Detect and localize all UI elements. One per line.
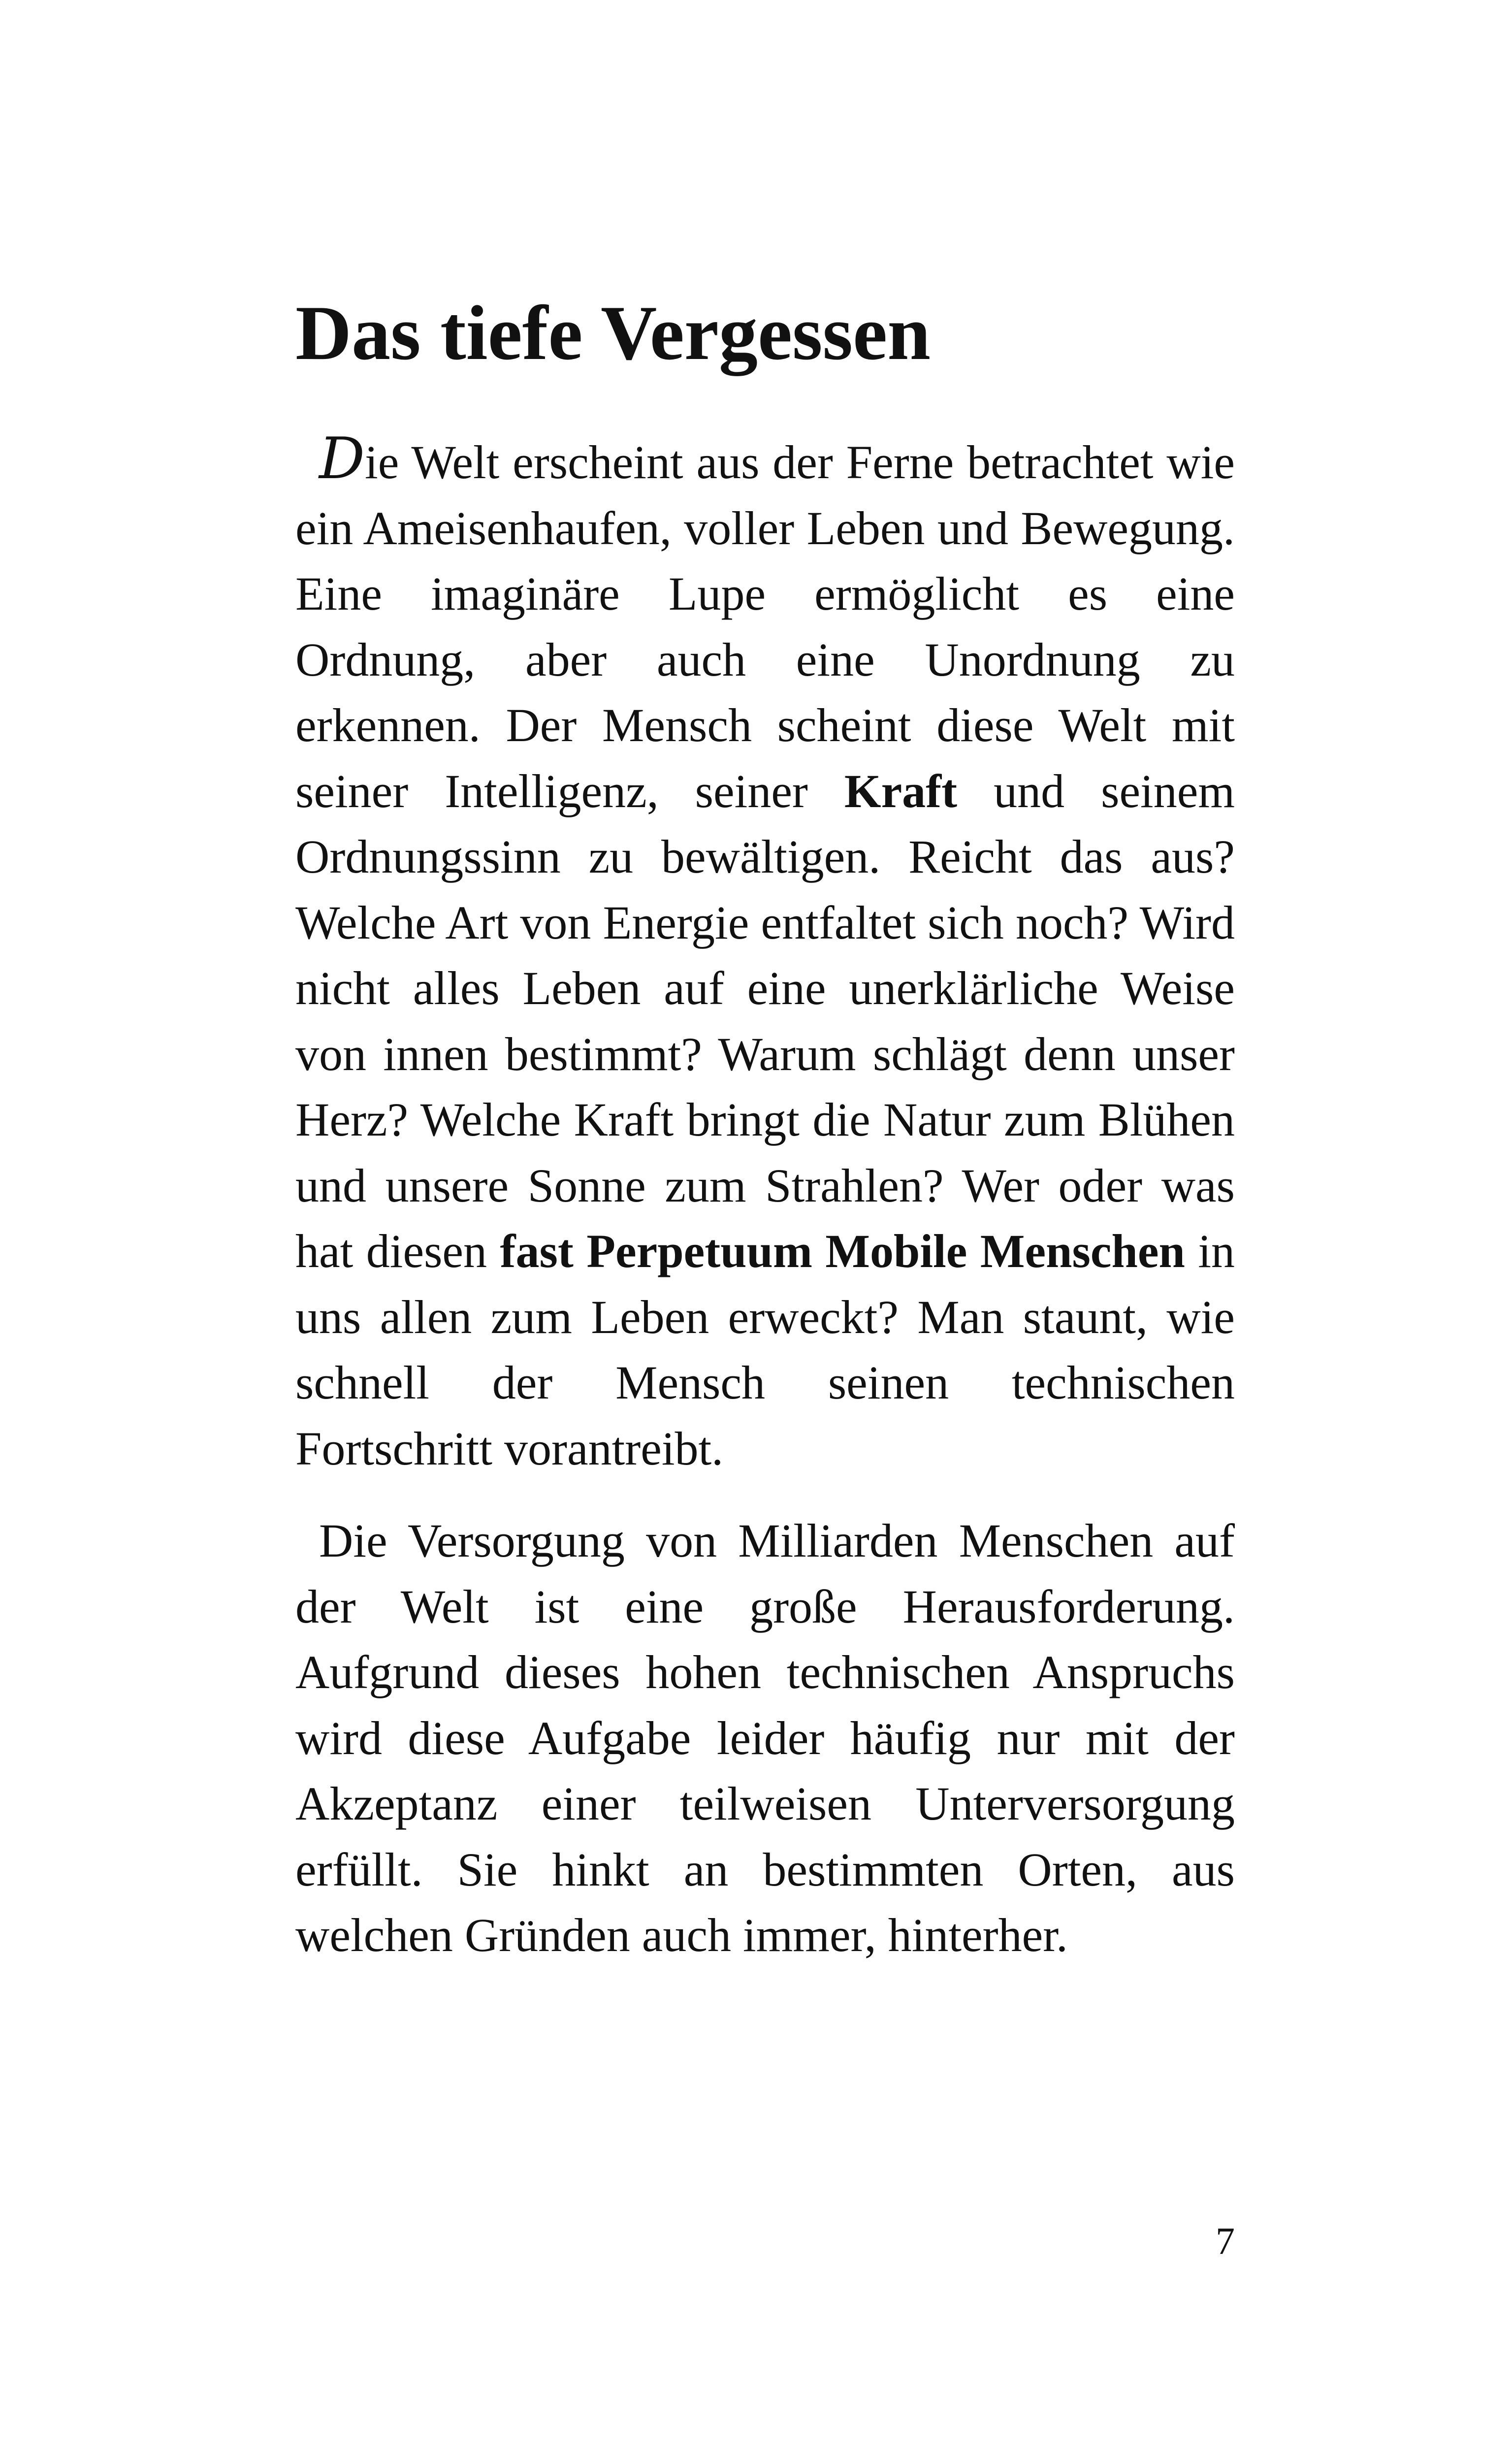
emphasis-perpetuum-mobile: fast Perpetuum Mobile Menschen <box>500 1225 1185 1277</box>
paragraph-2: Die Versorgung von Milliarden Menschen auf der Welt ist eine große Herausforderung. Aufgrund dieses hohen technischen Anspruchs wird diese Aufgabe leider häufig nur mit der Akzeptanz einer teilweisen Unterversorgung erfüllt. Sie hinkt an bestimmten Orten, aus welchen Gründen auch immer, hinterher. <box>295 1514 1235 1961</box>
emphasis-kraft: Kraft <box>844 764 958 817</box>
body-text <box>295 426 1235 1968</box>
paragraph-1-text-b: und seinem Ordnungssinn zu bewältigen. Reicht das aus? Welche Art von Energie entfaltet sich noch? Wird nicht alles Leben auf eine unerklärliche Weise von innen bestimmt? Warum schlägt denn unser Herz? Welche Kraft bringt die Natur zum Blühen und unsere Sonne zum Strahlen? Wer oder was hat diesen <box>295 764 1235 1277</box>
paragraph-1 <box>295 426 1235 1481</box>
chapter-title: Das tiefe Vergessen <box>295 290 931 376</box>
drop-cap: D <box>319 425 365 492</box>
page-number: 7 <box>1216 2219 1235 2262</box>
paragraph-1-text-a: ie Welt erscheint aus der Ferne betrachtet wie ein Ameisenhaufen, voller Leben und Bewegung. Eine imaginäre Lupe ermöglicht es eine Ordnung, aber auch eine Unordnung zu erkennen. Der Mensch scheint diese Welt mit seiner Intelligenz, seiner <box>295 436 1235 817</box>
paragraph-1-text-c: in uns allen zum Leben erweckt? Man staunt, wie schnell der Mensch seinen technischen Fortschritt vorantreibt. <box>295 1225 1235 1475</box>
